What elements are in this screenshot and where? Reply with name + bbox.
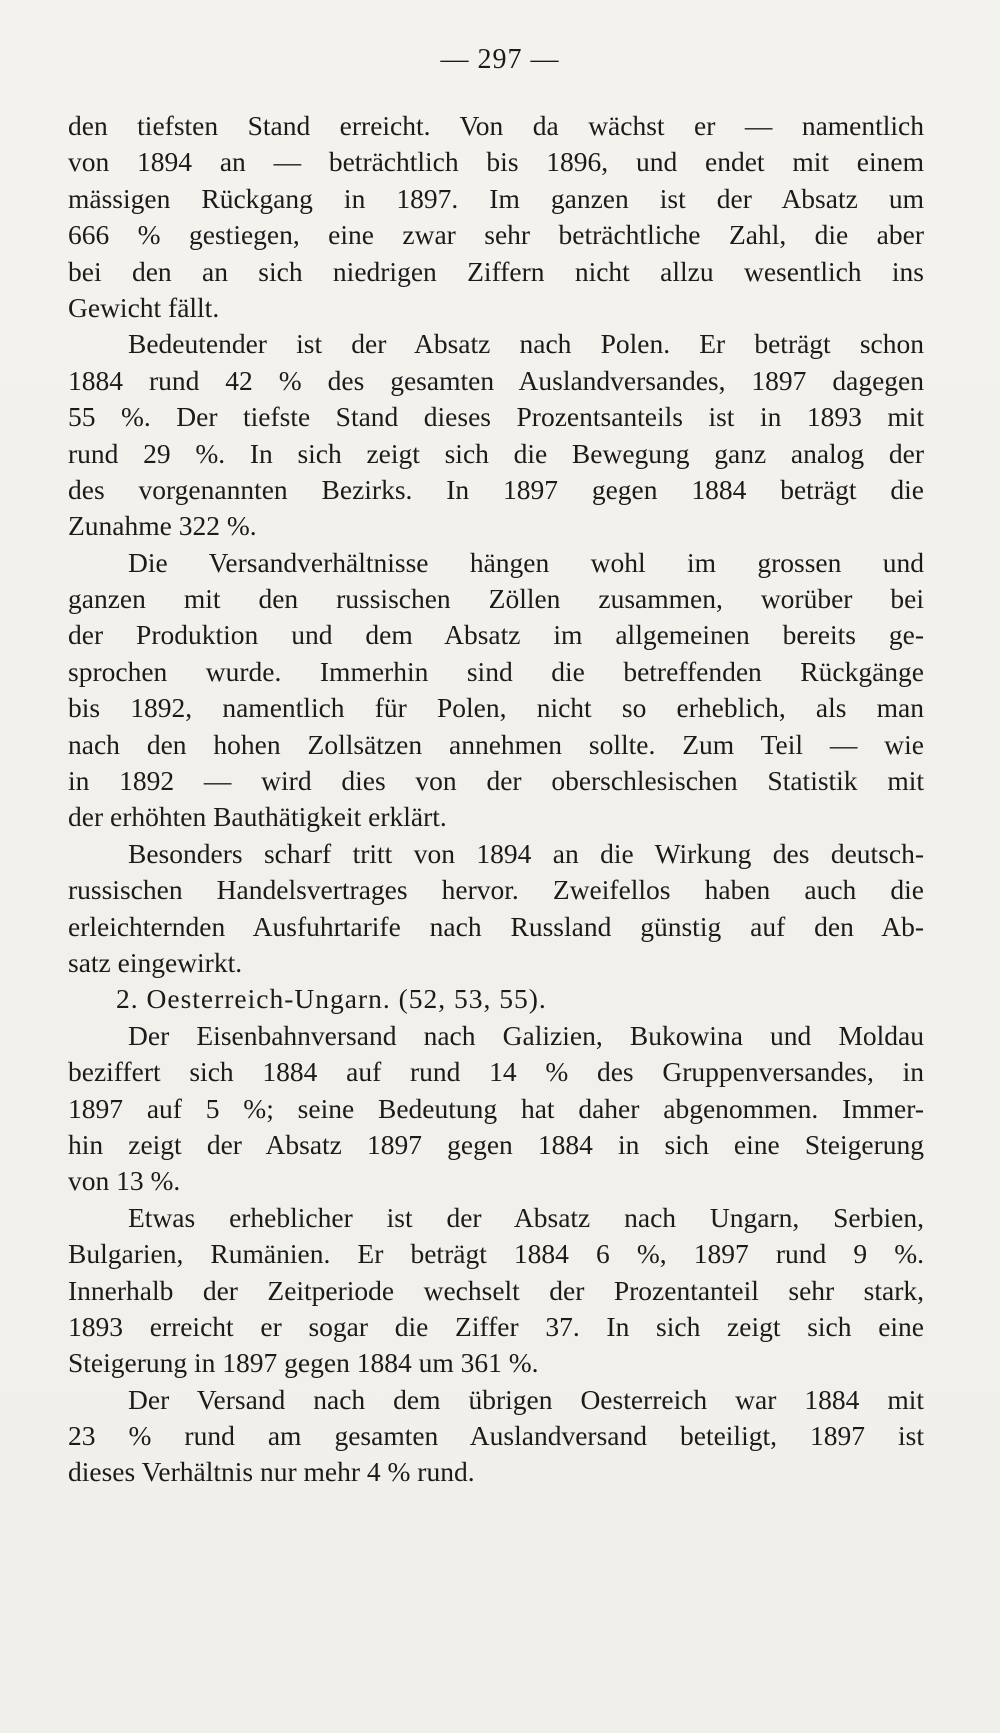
text-line: Bulgarien, Rumänien. Er beträgt 1884 6 %, 1897 rund 9 %. <box>68 1238 924 1270</box>
text-line: nach den hohen Zollsätzen annehmen sollte. Zum Teil — wie <box>68 728 924 760</box>
text-line: Der Eisenbahnversand nach Galizien, Bukowina und Moldau <box>128 1019 924 1051</box>
text-line: in 1892 — wird dies von der oberschlesischen Statistik mit <box>68 765 924 797</box>
text-line: 1897 auf 5 %; seine Bedeutung hat daher abgenommen. Immer- <box>68 1092 924 1124</box>
text-line: satz eingewirkt. <box>68 946 243 978</box>
text-line: Innerhalb der Zeitperiode wechselt der Prozentanteil sehr stark, <box>68 1274 924 1306</box>
text-line: bis 1892, namentlich für Polen, nicht so erheblich, als man <box>68 692 924 724</box>
text-line: bei den an sich niedrigen Ziffern nicht allzu wesentlich ins <box>68 255 924 287</box>
text-line: rund 29 %. In sich zeigt sich die Bewegung ganz analog der <box>68 437 924 469</box>
text-line: ganzen mit den russischen Zöllen zusammen, worüber bei <box>68 583 924 615</box>
text-line: beziffert sich 1884 auf rund 14 % des Gruppenversandes, in <box>68 1056 924 1088</box>
text-line: der erhöhten Bauthätigkeit erklärt. <box>68 801 447 833</box>
text-line: Bedeutender ist der Absatz nach Polen. Er beträgt schon <box>128 328 924 360</box>
text-line: 55 %. Der tiefste Stand dieses Prozentsanteils ist in 1893 mit <box>68 401 924 433</box>
text-line: Der Versand nach dem übrigen Oesterreich war 1884 mit <box>128 1383 924 1415</box>
text-line: 1884 rund 42 % des gesamten Auslandversandes, 1897 dagegen <box>68 364 924 396</box>
text-line: Besonders scharf tritt von 1894 an die Wirkung des deutsch- <box>128 837 924 869</box>
body-text <box>68 108 924 1491</box>
text-line: russischen Handelsvertrages hervor. Zweifellos haben auch die <box>68 874 924 906</box>
text-line: 23 % rund am gesamten Auslandversand beteiligt, 1897 ist <box>68 1420 924 1452</box>
text-line: 1893 erreicht er sogar die Ziffer 37. In sich zeigt sich eine <box>68 1310 924 1342</box>
text-line: erleichternden Ausfuhrtarife nach Russland günstig auf den Ab- <box>68 910 924 942</box>
text-line: sprochen wurde. Immerhin sind die betreffenden Rückgänge <box>68 655 924 687</box>
text-line: Die Versandverhältnisse hängen wohl im grossen und <box>128 546 924 578</box>
text-line: Zunahme 322 %. <box>68 510 257 542</box>
text-line: 666 % gestiegen, eine zwar sehr beträchtliche Zahl, die aber <box>68 219 924 251</box>
text-line: Steigerung in 1897 gegen 1884 um 361 %. <box>68 1347 539 1379</box>
text-line: von 1894 an — beträchtlich bis 1896, und endet mit einem <box>68 146 924 178</box>
text-line: dieses Verhältnis nur mehr 4 % rund. <box>68 1456 475 1488</box>
text-line: von 13 %. <box>68 1165 181 1197</box>
text-line: den tiefsten Stand erreicht. Von da wächst er — namentlich <box>68 110 924 141</box>
text-line: Gewicht fällt. <box>68 291 220 323</box>
text-line: mässigen Rückgang in 1897. Im ganzen ist der Absatz um <box>68 182 924 214</box>
text-line: Etwas erheblicher ist der Absatz nach Ungarn, Serbien, <box>128 1201 924 1233</box>
text-line: der Produktion und dem Absatz im allgemeinen bereits ge- <box>68 619 924 651</box>
text-line: hin zeigt der Absatz 1897 gegen 1884 in sich eine Steigerung <box>68 1128 924 1160</box>
page-number: — 297 — <box>440 44 560 75</box>
section-heading: 2. Oesterreich-Ungarn. (52, 53, 55). <box>116 983 547 1015</box>
text-line: des vorgenannten Bezirks. In 1897 gegen 1884 beträgt die <box>68 473 924 505</box>
